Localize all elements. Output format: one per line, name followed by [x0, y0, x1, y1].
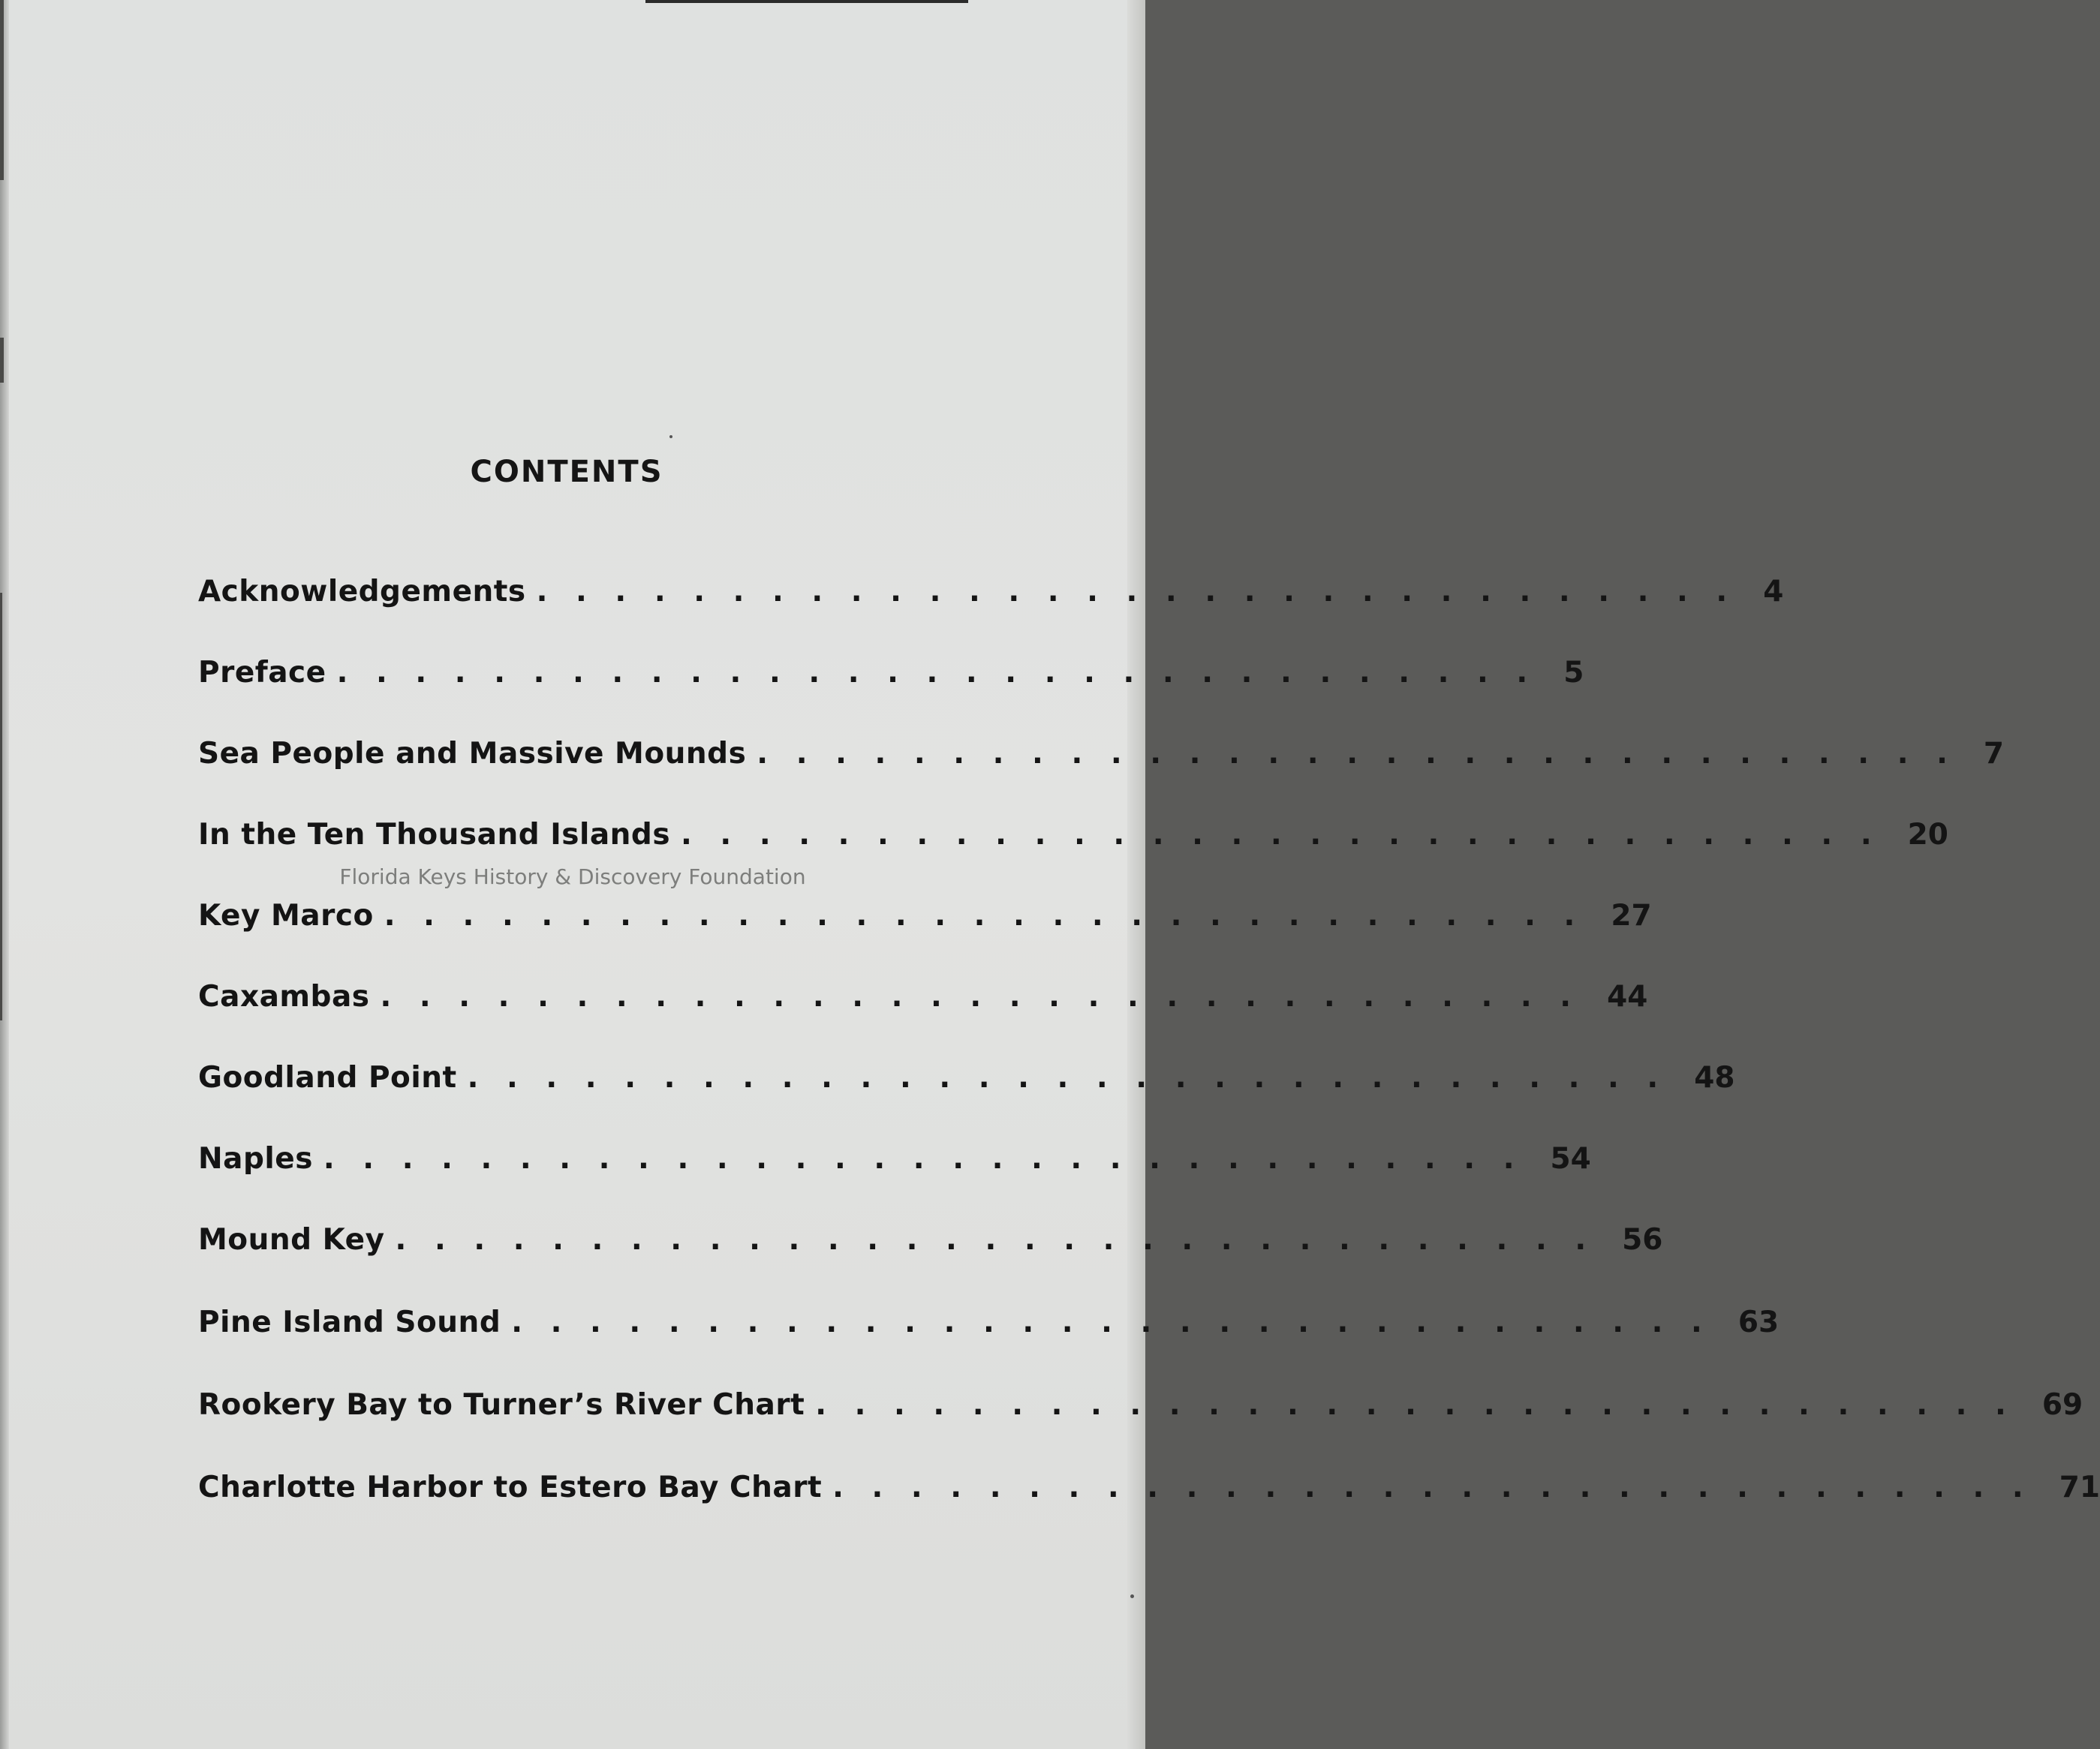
toc-entry: [198, 575, 1784, 620]
toc-leader-dots: . . . . . . . . . . . . . . . . . . . . . . . . . . . . . . .: [536, 575, 1737, 609]
toc-page-number: 44: [1607, 980, 1648, 1014]
left-edge-mark: [0, 593, 2, 1020]
toc-entry: [198, 737, 2005, 782]
toc-leader-dots: . . . . . . . . . . . . . . . . . . . . . . . . . . . . . . .: [395, 1223, 1596, 1257]
toc-leader-dots: . . . . . . . . . . . . . . . . . . . . . . . . . . . . . . .: [815, 1388, 2015, 1422]
toc-entry-title: Preface: [198, 656, 326, 690]
toc-entry: [198, 1388, 2083, 1433]
toc-entry-title: Sea People and Massive Mounds: [198, 737, 747, 771]
toc-entry-title: Caxambas: [198, 980, 370, 1014]
toc-entry: [198, 818, 1948, 863]
toc-page-number: 27: [1611, 899, 1652, 933]
toc-entry-title: Naples: [198, 1142, 313, 1176]
toc-entry-title: Charlotte Harbor to Estero Bay Chart: [198, 1471, 823, 1504]
toc-page-number: 71: [2059, 1471, 2100, 1504]
toc-page-number: 5: [1563, 656, 1584, 690]
toc-page-number: 7: [1983, 737, 2005, 771]
toc-entry-title: Key Marco: [198, 899, 374, 933]
toc-entry: [198, 980, 1648, 1025]
toc-leader-dots: . . . . . . . . . . . . . . . . . . . . . . . . . . . . . . .: [323, 1142, 1524, 1176]
left-edge-mark: [0, 338, 4, 383]
toc-page-number: 48: [1694, 1061, 1735, 1095]
toc-entry-title: Goodland Point: [198, 1061, 457, 1095]
toc-leader-dots: . . . . . . . . . . . . . . . . . . . . . . . . . . . . . . .: [336, 656, 1537, 690]
toc-leader-dots: . . . . . . . . . . . . . . . . . . . . . . . . . . . . . . .: [380, 980, 1581, 1014]
toc-leader-dots: . . . . . . . . . . . . . . . . . . . . . . . . . . . . . . .: [384, 899, 1584, 933]
toc-entry-title: Acknowledgements: [198, 575, 526, 609]
toc-leader-dots: . . . . . . . . . . . . . . . . . . . . . . . . . . . . . . .: [511, 1306, 1711, 1339]
watermark-text: Florida Keys History & Discovery Foundation: [339, 864, 806, 889]
toc-entry: [198, 1142, 1591, 1187]
page-title: CONTENTS: [470, 455, 663, 489]
left-edge-mark: [0, 0, 4, 180]
toc-entry: [198, 1223, 1663, 1268]
toc-entry-title: In the Ten Thousand Islands: [198, 818, 671, 852]
toc-leader-dots: . . . . . . . . . . . . . . . . . . . . . . . . . . . . . . .: [757, 737, 1957, 771]
toc-entry: [198, 1471, 2100, 1516]
toc-leader-dots: . . . . . . . . . . . . . . . . . . . . . . . . . . . . . . .: [467, 1061, 1668, 1095]
paper-speck: [1130, 1594, 1134, 1598]
toc-entry: [198, 899, 1652, 944]
toc-entry: [198, 1061, 1735, 1106]
toc-page-number: 20: [1907, 818, 1948, 852]
toc-page-number: 69: [2041, 1388, 2083, 1422]
toc-leader-dots: . . . . . . . . . . . . . . . . . . . . . . . . . . . . . . .: [681, 818, 1881, 852]
toc-leader-dots: . . . . . . . . . . . . . . . . . . . . . . . . . . . . . . .: [832, 1471, 2032, 1504]
toc-entry-title: Rookery Bay to Turner’s River Chart: [198, 1388, 805, 1422]
toc-page-number: 4: [1763, 575, 1784, 609]
toc-entry: [198, 656, 1584, 701]
paper-speck: [669, 435, 672, 438]
toc-entry: [198, 1306, 1780, 1351]
toc-page-number: 63: [1737, 1306, 1780, 1339]
toc-page-number: 56: [1622, 1223, 1663, 1257]
toc-entry-title: Pine Island Sound: [198, 1306, 501, 1339]
toc-page-number: 54: [1550, 1142, 1591, 1176]
toc-entry-title: Mound Key: [198, 1223, 385, 1257]
page-top-edge: [645, 0, 968, 3]
